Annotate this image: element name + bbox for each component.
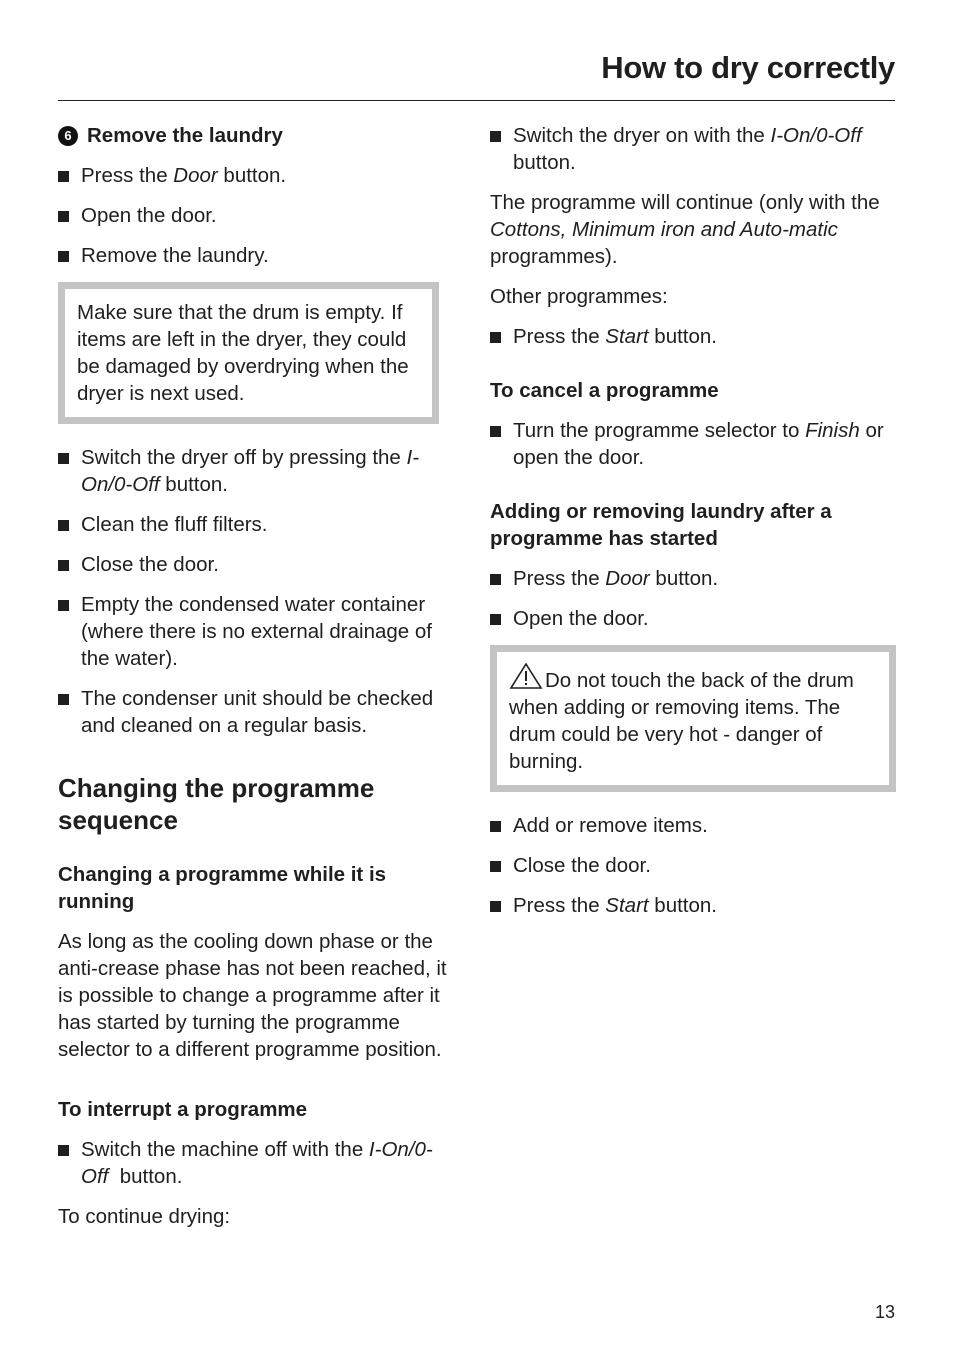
item-emphasis: Door xyxy=(605,567,650,590)
list-item xyxy=(490,565,896,592)
left-column xyxy=(58,122,453,1243)
warning-triangle-icon xyxy=(509,662,543,690)
bullet-square-icon xyxy=(58,551,81,578)
list-item xyxy=(58,685,453,739)
bullet-square-icon xyxy=(58,162,81,189)
item-text: The condenser unit should be checked and cleaned on a regular basis. xyxy=(81,687,434,737)
item-text: Press the xyxy=(513,567,606,590)
list-item xyxy=(490,323,896,350)
item-emphasis: Finish xyxy=(805,419,860,442)
page-number: 13 xyxy=(874,1302,895,1322)
bullet-square-icon xyxy=(490,565,513,592)
item-text: Press the xyxy=(513,894,606,917)
bullet-square-icon xyxy=(490,122,513,176)
note-text: Make sure that the drum is empty. If items are left in the dryer, they could be damaged by overdrying when the dryer is next used. xyxy=(77,301,409,405)
paragraph-text: The programme will continue (only with the xyxy=(490,191,880,214)
list-item xyxy=(58,202,453,229)
paragraph: Other programmes: xyxy=(490,285,668,308)
item-text: Close the door. xyxy=(81,553,219,576)
item-emphasis: I-On/0-Off xyxy=(81,446,420,496)
item-text: or open the door. xyxy=(513,419,884,469)
list-item xyxy=(58,444,453,498)
list-item xyxy=(58,1136,453,1190)
subsection-heading: Changing a programme while it is running xyxy=(58,863,387,913)
warning-box xyxy=(490,645,896,792)
header-rule xyxy=(58,100,895,101)
item-text: Press the xyxy=(513,325,606,348)
item-text: Switch the machine off with the xyxy=(81,1138,369,1161)
item-emphasis: I-On/0-Off xyxy=(770,124,862,147)
warning-text: Do not touch the back of the drum when adding or removing items. The drum could be very hot - danger of burning. xyxy=(509,669,854,773)
list-item xyxy=(490,852,896,879)
list-item xyxy=(58,511,453,538)
item-emphasis: Start xyxy=(605,894,649,917)
bullet-square-icon xyxy=(58,242,81,269)
item-text: button. xyxy=(159,473,228,496)
list-item xyxy=(490,892,896,919)
subsection-heading: Adding or removing laundry after a programme has started xyxy=(490,500,832,550)
bullet-square-icon xyxy=(58,1136,81,1190)
bullet-square-icon xyxy=(490,892,513,919)
bullet-square-icon xyxy=(490,323,513,350)
bullet-square-icon xyxy=(58,511,81,538)
item-emphasis: I-On/0-Off xyxy=(81,1138,433,1188)
item-text: Empty the condensed water container (where there is no external drainage of the water). xyxy=(81,593,432,670)
bullet-square-icon xyxy=(58,202,81,229)
step-number-badge: 6 xyxy=(58,126,78,146)
paragraph: To continue drying: xyxy=(58,1205,231,1228)
item-text: Switch the dryer on with the xyxy=(513,124,771,147)
item-text: Add or remove items. xyxy=(513,814,708,837)
item-text: button. xyxy=(648,894,717,917)
item-text: Turn the programme selector to xyxy=(513,419,806,442)
paragraph xyxy=(490,189,896,270)
item-text: button. xyxy=(108,1165,183,1188)
item-text: Switch the dryer off by pressing the xyxy=(81,446,407,469)
item-emphasis: Door xyxy=(173,164,218,187)
bullet-square-icon xyxy=(490,852,513,879)
item-text: button. xyxy=(649,567,719,590)
step-heading xyxy=(58,122,453,149)
section-heading: Changing the programme sequence xyxy=(58,773,375,835)
list-item xyxy=(58,551,453,578)
item-text: button. xyxy=(648,325,717,348)
bullet-square-icon xyxy=(58,444,81,498)
list-item xyxy=(58,162,453,189)
bullet-square-icon xyxy=(490,605,513,632)
item-text: Close the door. xyxy=(513,854,651,877)
item-emphasis: Start xyxy=(605,325,649,348)
note-box xyxy=(58,282,439,424)
item-text: Remove the laundry. xyxy=(81,244,269,267)
list-item xyxy=(58,591,453,672)
list-item xyxy=(58,242,453,269)
page-title: How to dry correctly xyxy=(601,50,895,85)
bullet-square-icon xyxy=(58,685,81,739)
bullet-square-icon xyxy=(58,591,81,672)
item-text: button. xyxy=(217,164,287,187)
list-item xyxy=(490,605,896,632)
bullet-square-icon xyxy=(490,417,513,471)
item-text: Open the door. xyxy=(513,607,649,630)
subsection-heading: To interrupt a programme xyxy=(58,1098,308,1121)
list-item xyxy=(490,812,896,839)
step-title: Remove the laundry xyxy=(87,124,283,147)
paragraph-text: programmes). xyxy=(490,245,618,268)
right-column xyxy=(490,122,896,932)
item-text: Clean the fluff filters. xyxy=(81,513,268,536)
bullet-square-icon xyxy=(490,812,513,839)
paragraph-emphasis: Cottons, Minimum iron and Auto-matic xyxy=(490,218,838,241)
item-text: Open the door. xyxy=(81,204,217,227)
list-item xyxy=(490,122,896,176)
item-text: button. xyxy=(513,151,576,174)
item-text: Press the xyxy=(81,164,174,187)
paragraph: As long as the cooling down phase or the anti-crease phase has not been reached, it is possible to change a programme after it has started by turning the programme selector to a different programme position. xyxy=(58,930,447,1061)
list-item xyxy=(490,417,896,471)
subsection-heading: To cancel a programme xyxy=(490,379,719,402)
